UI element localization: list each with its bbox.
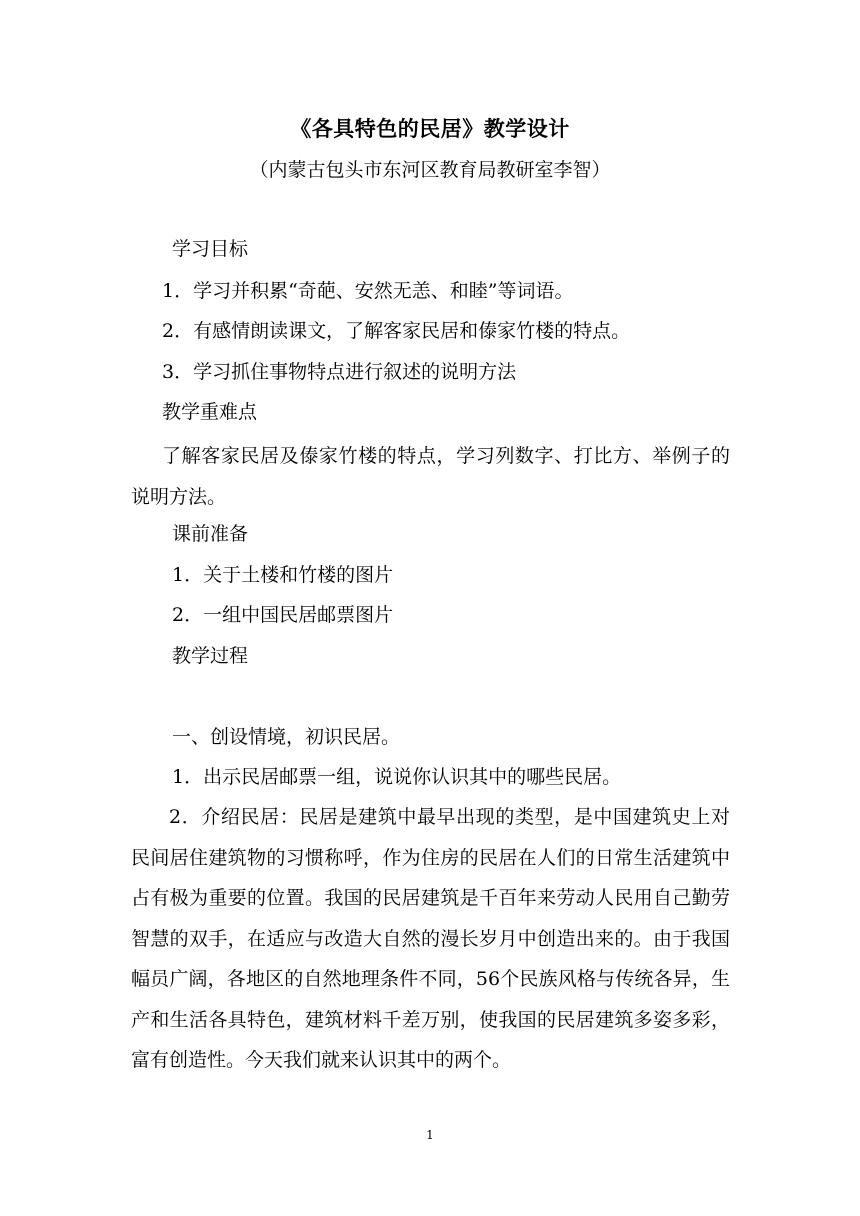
prep-item-1: 1．关于土楼和竹楼的图片 bbox=[172, 564, 394, 586]
document-title: 《各具特色的民居》教学设计 bbox=[290, 117, 570, 141]
section1-step2-paragraph: 2．介绍民居：民居是建筑中最早出现的类型，是中国建筑史上对民间居住建筑物的习惯称呼，作为住房的民居在人们的日常生活建筑中占有极为重要的位置。我国的民居建筑是千百年来劳动人民用自己勤劳智慧的双手，在适应与改造大自然的漫长岁月中创造出来的。由于我国幅员广阔，各地区的自然地理条件不同，56个民族风格与传统各异，生产和生活各具特色，建筑材料千差万别，使我国的民居建筑多姿多彩，富有创造性。今天我们就来认识其中的两个。 bbox=[131, 806, 730, 1071]
key-points-paragraph: 了解客家民居及傣家竹楼的特点，学习列数字、打比方、举例子的说明方法。 bbox=[131, 445, 730, 508]
section1-heading: 一、创设情境，初识民居。 bbox=[172, 726, 401, 748]
prep-heading: 课前准备 bbox=[172, 523, 249, 545]
goal-item-3: 3．学习抓住事物特点进行叙述的说明方法 bbox=[162, 361, 517, 383]
document-subtitle: （内蒙古包头市东河区教育局教研室李智） bbox=[249, 159, 611, 181]
goals-heading: 学习目标 bbox=[172, 238, 249, 260]
page-number: 1 bbox=[426, 1128, 434, 1142]
process-heading: 教学过程 bbox=[172, 645, 249, 667]
section1-step1: 1．出示民居邮票一组，说说你认识其中的哪些民居。 bbox=[172, 766, 622, 788]
goal-item-2: 2．有感情朗读课文，了解客家民居和傣家竹楼的特点。 bbox=[162, 320, 631, 342]
key-points-heading: 教学重难点 bbox=[162, 401, 258, 423]
goal-item-1: 1．学习并积累“奇葩、安然无恙、和睦”等词语。 bbox=[162, 280, 574, 302]
prep-item-2: 2．一组中国民居邮票图片 bbox=[172, 604, 394, 626]
